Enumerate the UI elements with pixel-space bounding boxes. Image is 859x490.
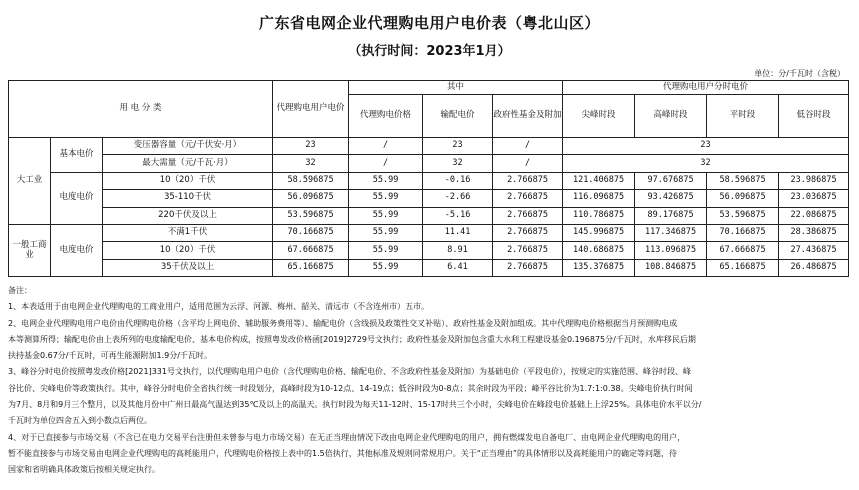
row-label: 220千伏及以上 — [103, 207, 273, 224]
header-of-which: 其中 — [349, 81, 563, 95]
cell-purchase: / — [349, 138, 423, 155]
note-line: 国家和省明确具体政策后按相关规定执行。 — [8, 465, 160, 475]
cell-valley: 23.036875 — [779, 190, 849, 207]
cell-fund: 2.766875 — [493, 190, 563, 207]
cell-flat: 58.596875 — [707, 172, 779, 189]
cell-agency: 70.166875 — [273, 224, 349, 241]
cell-purchase: 55.99 — [349, 172, 423, 189]
cell-peak: 113.096875 — [635, 242, 707, 259]
notes-heading: 备注： — [8, 286, 32, 295]
note-line: 本等测算所得；输配电价由上表所列的电度输配电价、基本电价构成，按照粤发改价格函[2019]2729号文执行；政府性基金及附加包含重大水利工程建设基金0.196875分/千瓦时，水库移民后期 — [8, 334, 696, 344]
row-label: 10（20）千伏 — [103, 242, 273, 259]
cell-fund: 2.766875 — [493, 207, 563, 224]
note-line: 3、峰谷分时电价按照粤发改价格[2021]331号文执行，以代理购电用户电价（含代理购电价格、输配电价、不含政府性基金及附加）为基础电价（平段电价），按规定的实施范围、峰谷时段、峰 — [8, 367, 691, 377]
page-title: 广东省电网企业代理购电用户电价表（粤北山区） — [258, 14, 600, 32]
cell-purchase: / — [349, 155, 423, 172]
header-purchase-price: 代理购电价格 — [349, 95, 423, 138]
page-subtitle: （执行时间：2023年1月） — [348, 44, 511, 59]
cell-transmission: 32 — [423, 155, 493, 172]
cell-purchase: 55.99 — [349, 242, 423, 259]
cell-fund: / — [493, 138, 563, 155]
cell-flat: 70.166875 — [707, 224, 779, 241]
cell-flat: 65.166875 — [707, 259, 779, 276]
subgroup-basic: 基本电价 — [51, 138, 103, 173]
note-line: 为7月、8月和9月三个整月，以及其他月份中广州日最高气温达到35℃及以上的高温天。执行时段为每天11-12时、15-17时共三个小时，尖峰电价在峰段电价基础上上浮25%。具体电价水平以分/ — [8, 400, 702, 410]
subgroup-energy-industrial: 电度电价 — [51, 172, 103, 224]
cell-valley: 22.086875 — [779, 207, 849, 224]
unit-label: 单位：分/千瓦时（含税） — [754, 69, 845, 78]
table-row — [9, 224, 849, 241]
cell-agency: 53.596875 — [273, 207, 349, 224]
cell-transmission: -5.16 — [423, 207, 493, 224]
cell-peak-sharp: 116.096875 — [563, 190, 635, 207]
cell-peak-sharp: 140.686875 — [563, 242, 635, 259]
header-transmission: 输配电价 — [423, 95, 493, 138]
cell-agency: 67.666875 — [273, 242, 349, 259]
note-line: 千瓦时为单位四舍五入到小数点后两位。 — [8, 416, 152, 426]
note-line: 谷比价、尖峰电价等政策执行。其中，峰谷分时电价全省执行统一时段划分，高峰时段为10-12点、14-19点；低谷时段为0-8点；其余时段为平段；峰平谷比价为1.7:1:0.38。尖峰电价执行时间 — [8, 383, 693, 393]
table-row — [9, 138, 849, 155]
cell-transmission: -2.66 — [423, 190, 493, 207]
tariff-table — [8, 80, 849, 277]
cell-valley: 28.386875 — [779, 224, 849, 241]
header-peak-sharp: 尖峰时段 — [563, 95, 635, 138]
table-row — [9, 207, 849, 224]
cell-purchase: 55.99 — [349, 224, 423, 241]
cell-agency: 23 — [273, 138, 349, 155]
cell-peak: 117.346875 — [635, 224, 707, 241]
cell-transmission: 11.41 — [423, 224, 493, 241]
row-label: 10（20）千伏 — [103, 172, 273, 189]
table-row — [9, 242, 849, 259]
cell-peak: 89.176875 — [635, 207, 707, 224]
row-label: 变压器容量（元/千伏安·月） — [103, 138, 273, 155]
cell-fund: 2.766875 — [493, 242, 563, 259]
cell-peak-sharp: 110.786875 — [563, 207, 635, 224]
header-valley: 低谷时段 — [779, 95, 849, 138]
cell-flat: 56.096875 — [707, 190, 779, 207]
table-row — [9, 259, 849, 276]
table-row — [9, 172, 849, 189]
cell-peak: 97.676875 — [635, 172, 707, 189]
note-line: 1、本表适用于由电网企业代理购电的工商业用户，适用范围为云浮、河源、梅州、韶关、清远市（不含连州市）五市。 — [8, 302, 430, 312]
note-line: 暂不能直接参与市场交易由电网企业代理购电的高耗能用户，代理购电价格按上表中的1.5倍执行，其他标准及规则同常规用户。关于“正当理由”的具体情形以及高耗能用户的确定等问题，待 — [8, 448, 678, 458]
cell-fund: 2.766875 — [493, 172, 563, 189]
table-row — [9, 190, 849, 207]
cell-valley: 27.436875 — [779, 242, 849, 259]
cell-peak: 108.846875 — [635, 259, 707, 276]
row-label: 35-110千伏 — [103, 190, 273, 207]
group-industrial: 大工业 — [9, 138, 51, 225]
header-fund: 政府性基金及附加 — [493, 95, 563, 138]
header-category: 用 电 分 类 — [9, 81, 273, 138]
subgroup-energy-general: 电度电价 — [51, 224, 103, 276]
cell-tou-merged: 23 — [563, 138, 849, 155]
note-line: 4、对于已直接参与市场交易（不含已在电力交易平台注册但未曾参与电力市场交易）在无正当理由情况下改由电网企业代理购电的用户，拥有燃煤发电自备电厂、由电网企业代理购电的用户， — [8, 432, 686, 442]
cell-valley: 23.986875 — [779, 172, 849, 189]
cell-transmission: 8.91 — [423, 242, 493, 259]
cell-purchase: 55.99 — [349, 190, 423, 207]
note-line: 扶持基金0.67分/千瓦时，可再生能源附加1.9分/千瓦时。 — [8, 351, 212, 361]
table-row — [9, 155, 849, 172]
cell-peak-sharp: 121.406875 — [563, 172, 635, 189]
cell-peak-sharp: 135.376875 — [563, 259, 635, 276]
row-label: 35千伏及以上 — [103, 259, 273, 276]
note-line: 2、电网企业代理购电用户电价由代理购电价格（含平均上网电价、辅助服务费用等）、输配电价（含线损及政策性交叉补贴）、政府性基金及附加组成。其中代理购电价格根据当月预测购电成 — [8, 318, 678, 328]
row-label: 最大需量（元/千瓦·月） — [103, 155, 273, 172]
cell-peak: 93.426875 — [635, 190, 707, 207]
cell-peak-sharp: 145.996875 — [563, 224, 635, 241]
header-agency-price: 代理购电用户电价 — [273, 81, 349, 138]
cell-fund: 2.766875 — [493, 259, 563, 276]
cell-flat: 67.666875 — [707, 242, 779, 259]
cell-transmission: -0.16 — [423, 172, 493, 189]
cell-agency: 58.596875 — [273, 172, 349, 189]
cell-tou-merged: 32 — [563, 155, 849, 172]
cell-transmission: 6.41 — [423, 259, 493, 276]
cell-transmission: 23 — [423, 138, 493, 155]
cell-agency: 32 — [273, 155, 349, 172]
cell-purchase: 55.99 — [349, 259, 423, 276]
row-label: 不满1千伏 — [103, 224, 273, 241]
cell-purchase: 55.99 — [349, 207, 423, 224]
cell-fund: / — [493, 155, 563, 172]
group-general: 一般工商业 — [9, 224, 51, 276]
cell-agency: 65.166875 — [273, 259, 349, 276]
header-peak: 高峰时段 — [635, 95, 707, 138]
header-tou-group: 代理购电用户分时电价 — [563, 81, 849, 95]
cell-valley: 26.486875 — [779, 259, 849, 276]
cell-flat: 53.596875 — [707, 207, 779, 224]
cell-agency: 56.096875 — [273, 190, 349, 207]
header-flat: 平时段 — [707, 95, 779, 138]
cell-fund: 2.766875 — [493, 224, 563, 241]
notes-section — [8, 283, 851, 479]
